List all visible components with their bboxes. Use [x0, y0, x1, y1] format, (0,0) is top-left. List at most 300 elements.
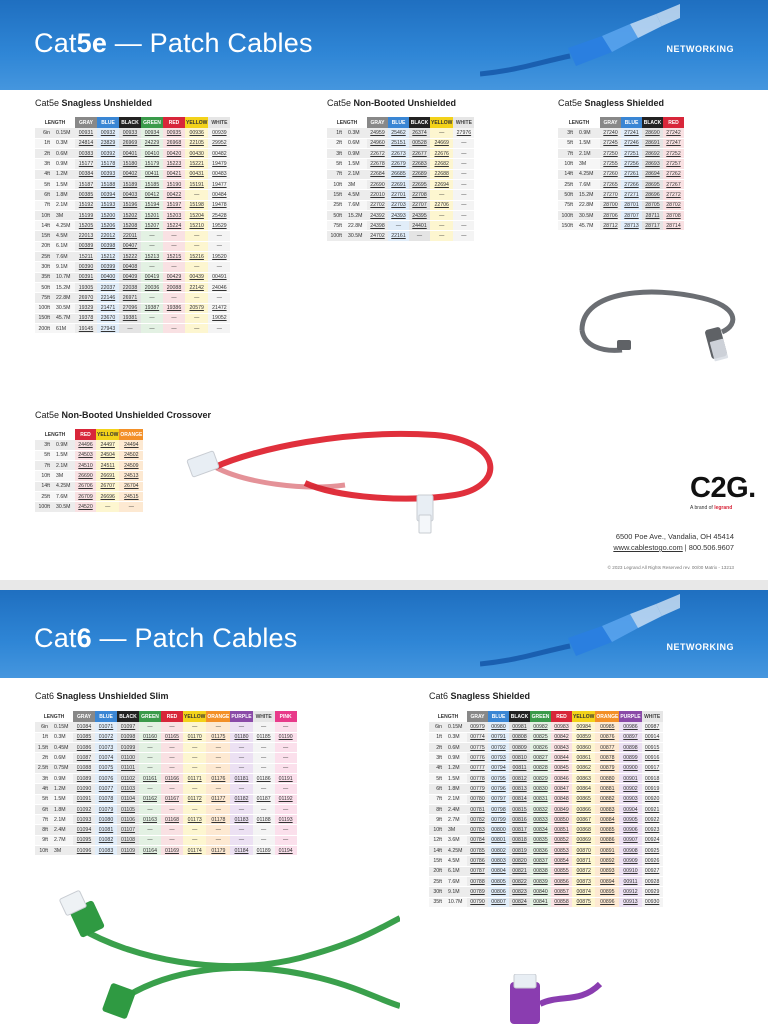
part-number-link[interactable]: 00985 [600, 723, 615, 730]
part-number-link[interactable]: 00848 [554, 796, 569, 803]
part-number-link[interactable]: 01179 [211, 847, 226, 854]
part-number-link[interactable]: 00982 [533, 723, 548, 730]
part-number-link[interactable]: 00826 [533, 744, 548, 751]
part-number-link[interactable]: 00491 [212, 274, 227, 281]
part-number-link[interactable]: 00484 [212, 191, 227, 198]
part-number-link[interactable]: 26970 [78, 294, 94, 301]
part-number-link[interactable]: 24503 [78, 452, 93, 459]
part-number-link[interactable]: 19305 [78, 284, 94, 291]
part-number-link[interactable]: 00407 [122, 243, 138, 250]
part-number-link[interactable]: 01083 [98, 847, 114, 854]
part-number-link[interactable]: 00838 [533, 868, 548, 875]
part-number-link[interactable]: 25151 [391, 140, 406, 147]
part-number-link[interactable]: 19329 [78, 305, 94, 312]
part-number-link[interactable]: 24515 [124, 493, 139, 500]
part-number-link[interactable]: 01186 [256, 775, 271, 782]
part-number-link[interactable]: 01164 [142, 847, 158, 854]
part-number-link[interactable]: 27251 [624, 150, 639, 157]
part-number-link[interactable]: 23829 [100, 140, 116, 147]
part-number-link[interactable]: 29952 [212, 140, 227, 147]
part-number-link[interactable]: 00821 [512, 868, 527, 875]
part-number-link[interactable]: 00421 [166, 171, 182, 178]
part-number-link[interactable]: 00845 [554, 765, 569, 772]
part-number-link[interactable]: 00927 [644, 868, 660, 875]
part-number-link[interactable]: 00844 [554, 755, 569, 762]
part-number-link[interactable]: 01079 [98, 806, 114, 813]
part-number-link[interactable]: 01100 [120, 755, 136, 762]
part-number-link[interactable]: 00781 [470, 806, 485, 813]
part-number-link[interactable]: 00813 [512, 785, 527, 792]
part-number-link[interactable]: 22684 [370, 171, 385, 178]
part-number-link[interactable]: 00900 [623, 765, 638, 772]
part-number-link[interactable]: 00779 [470, 785, 485, 792]
part-number-link[interactable]: 00886 [600, 837, 615, 844]
part-number-link[interactable]: 01193 [278, 816, 293, 823]
part-number-link[interactable]: 01074 [98, 755, 114, 762]
part-number-link[interactable]: 27943 [100, 325, 116, 332]
part-number-link[interactable]: 26969 [122, 140, 138, 147]
part-number-link[interactable]: 00867 [576, 816, 591, 823]
part-number-link[interactable]: 27246 [624, 140, 639, 147]
part-number-link[interactable]: 00882 [600, 796, 615, 803]
part-number-link[interactable]: 22676 [434, 150, 449, 157]
part-number-link[interactable]: 22683 [412, 161, 427, 168]
part-number-link[interactable]: 00905 [623, 816, 638, 823]
part-number-link[interactable]: 00921 [644, 806, 660, 813]
part-number-link[interactable]: 00911 [623, 878, 638, 885]
part-number-link[interactable]: 28701 [624, 202, 639, 209]
part-number-link[interactable]: 15192 [78, 202, 94, 209]
part-number-link[interactable]: 24496 [78, 441, 93, 448]
part-number-link[interactable]: 00818 [512, 837, 527, 844]
part-number-link[interactable]: 00909 [623, 858, 638, 864]
part-number-link[interactable]: 15191 [189, 181, 204, 188]
part-number-link[interactable]: 00790 [470, 899, 485, 906]
part-number-link[interactable]: 00782 [470, 816, 485, 823]
part-number-link[interactable]: 15212 [100, 253, 116, 260]
part-number-link[interactable]: 00803 [491, 858, 506, 864]
part-number-link[interactable]: 22708 [412, 191, 427, 198]
part-number-link[interactable]: 00935 [166, 129, 182, 136]
part-number-link[interactable]: 28696 [645, 191, 660, 198]
part-number-link[interactable]: 01188 [256, 816, 271, 823]
part-number-link[interactable]: 00787 [470, 868, 485, 875]
part-number-link[interactable]: 21472 [212, 305, 227, 312]
part-number-link[interactable]: 00907 [623, 837, 638, 844]
part-number-link[interactable]: 24814 [78, 140, 94, 147]
part-number-link[interactable]: 19387 [144, 305, 160, 312]
part-number-link[interactable]: 27240 [603, 129, 618, 136]
part-number-link[interactable]: 00839 [533, 878, 548, 885]
part-number-link[interactable]: 01166 [164, 775, 180, 782]
part-number-link[interactable]: 00920 [644, 796, 660, 803]
part-number-link[interactable]: 20036 [144, 284, 160, 291]
part-number-link[interactable]: 00923 [644, 827, 660, 834]
part-number-link[interactable]: 24502 [124, 452, 139, 459]
part-number-link[interactable]: 00391 [78, 274, 94, 281]
part-number-link[interactable]: 01178 [211, 816, 226, 823]
part-number-link[interactable]: 24509 [124, 462, 139, 469]
part-number-link[interactable]: 00789 [470, 888, 485, 895]
part-number-link[interactable]: 15194 [144, 202, 160, 209]
part-number-link[interactable]: 28705 [645, 202, 660, 209]
part-number-link[interactable]: 00829 [533, 775, 548, 782]
part-number-link[interactable]: 00819 [512, 847, 527, 854]
part-number-link[interactable]: 01073 [98, 744, 114, 751]
part-number-link[interactable]: 15177 [78, 161, 94, 168]
part-number-link[interactable]: 28713 [624, 222, 639, 229]
part-number-link[interactable]: 00939 [212, 129, 227, 136]
part-number-link[interactable]: 00862 [576, 765, 591, 772]
part-number-link[interactable]: 01109 [120, 847, 136, 854]
part-number-link[interactable]: 00851 [554, 827, 569, 834]
part-number-link[interactable]: 24046 [212, 284, 227, 291]
part-number-link[interactable]: 15197 [166, 202, 182, 209]
part-number-link[interactable]: 00913 [623, 899, 638, 906]
part-number-link[interactable]: 01093 [76, 816, 92, 823]
part-number-link[interactable]: 00933 [122, 129, 138, 136]
part-number-link[interactable]: 26709 [78, 493, 93, 500]
part-number-link[interactable]: 01101 [120, 765, 136, 772]
part-number-link[interactable]: 19520 [212, 253, 227, 260]
part-number-link[interactable]: 00859 [576, 734, 591, 741]
part-number-link[interactable]: 15185 [144, 181, 160, 188]
part-number-link[interactable]: 28702 [666, 202, 681, 209]
part-number-link[interactable]: 01090 [76, 785, 92, 792]
part-number-link[interactable]: 01167 [164, 796, 180, 803]
part-number-link[interactable]: 00914 [644, 734, 660, 741]
part-number-link[interactable]: 00792 [491, 744, 506, 751]
part-number-link[interactable]: 01176 [211, 775, 226, 782]
part-number-link[interactable]: 00899 [623, 755, 638, 762]
part-number-link[interactable]: 22672 [370, 150, 385, 157]
part-number-link[interactable]: 01162 [142, 796, 158, 803]
part-number-link[interactable]: 01174 [187, 847, 202, 854]
part-number-link[interactable]: 00824 [512, 899, 527, 906]
part-number-link[interactable]: 00979 [470, 723, 485, 730]
part-number-link[interactable]: 22691 [391, 181, 406, 188]
part-number-link[interactable]: 26690 [78, 473, 93, 480]
part-number-link[interactable]: 01081 [98, 827, 114, 834]
part-number-link[interactable]: 01177 [211, 796, 226, 803]
part-number-link[interactable]: 22690 [370, 181, 385, 188]
part-number-link[interactable]: 01089 [76, 775, 92, 782]
part-number-link[interactable]: 22105 [189, 140, 204, 147]
part-number-link[interactable]: 01175 [211, 734, 226, 741]
part-number-link[interactable]: 01103 [120, 785, 136, 792]
part-number-link[interactable]: 01191 [278, 775, 293, 782]
part-number-link[interactable]: 00785 [470, 847, 485, 854]
part-number-link[interactable]: 15180 [122, 161, 138, 168]
part-number-link[interactable]: 01098 [120, 734, 136, 741]
part-number-link[interactable]: 20088 [166, 284, 182, 291]
part-number-link[interactable]: 00872 [576, 868, 591, 875]
part-number-link[interactable]: 01187 [256, 796, 271, 803]
part-number-link[interactable]: 00809 [512, 744, 527, 751]
part-number-link[interactable]: 22673 [391, 150, 406, 157]
part-number-link[interactable]: 00811 [512, 765, 527, 772]
part-number-link[interactable]: 00879 [600, 765, 615, 772]
part-number-link[interactable]: 15213 [144, 253, 160, 260]
part-number-link[interactable]: 00836 [533, 847, 548, 854]
part-number-link[interactable]: 00392 [100, 150, 116, 157]
part-number-link[interactable]: 01078 [98, 796, 114, 803]
part-number-link[interactable]: 22142 [189, 284, 204, 291]
part-number-link[interactable]: 01190 [278, 734, 293, 741]
part-number-link[interactable]: 00916 [644, 755, 660, 762]
part-number-link[interactable]: 15199 [78, 212, 94, 219]
part-number-link[interactable]: 00800 [491, 827, 506, 834]
part-number-link[interactable]: 15221 [189, 161, 204, 168]
part-number-link[interactable]: 15207 [144, 222, 160, 229]
part-number-link[interactable]: 00881 [600, 785, 615, 792]
part-number-link[interactable]: 01181 [234, 775, 249, 782]
part-number-link[interactable]: 01107 [120, 827, 136, 834]
part-number-link[interactable]: 01094 [76, 827, 92, 834]
part-number-link[interactable]: 01184 [234, 847, 249, 854]
part-number-link[interactable]: 27272 [666, 191, 681, 198]
part-number-link[interactable]: 27241 [624, 129, 639, 136]
part-number-link[interactable]: 28695 [645, 181, 660, 188]
part-number-link[interactable]: 00400 [100, 274, 116, 281]
part-number-link[interactable]: 00892 [600, 858, 615, 864]
part-number-link[interactable]: 00439 [189, 274, 204, 281]
part-number-link[interactable]: 22706 [434, 202, 449, 209]
part-number-link[interactable]: 00828 [533, 765, 548, 772]
part-number-link[interactable]: 00850 [554, 816, 569, 823]
part-number-link[interactable]: 00793 [491, 755, 506, 762]
part-number-link[interactable]: 22689 [412, 171, 427, 178]
part-number-link[interactable]: 22013 [78, 233, 94, 240]
part-number-link[interactable]: 00403 [122, 191, 138, 198]
part-number-link[interactable]: 15201 [144, 212, 160, 219]
part-number-link[interactable]: 21471 [100, 305, 116, 312]
part-number-link[interactable]: 27256 [624, 161, 639, 168]
part-number-link[interactable]: 15224 [166, 222, 182, 229]
part-number-link[interactable]: 01105 [120, 806, 136, 813]
part-number-link[interactable]: 01102 [120, 775, 136, 782]
part-number-link[interactable]: 00866 [576, 806, 591, 813]
part-number-link[interactable]: 15215 [166, 253, 182, 260]
part-number-link[interactable]: 00840 [533, 888, 548, 895]
part-number-link[interactable]: 00936 [189, 129, 204, 136]
part-number-link[interactable]: 26971 [122, 294, 138, 301]
part-number-link[interactable]: 00855 [554, 868, 569, 875]
part-number-link[interactable]: 24511 [100, 462, 115, 469]
part-number-link[interactable]: 19478 [212, 202, 227, 209]
part-number-link[interactable]: 19479 [212, 161, 227, 168]
part-number-link[interactable]: 27255 [603, 161, 618, 168]
part-number-link[interactable]: 00483 [212, 171, 227, 178]
part-number-link[interactable]: 01072 [98, 734, 114, 741]
part-number-link[interactable]: 00841 [533, 899, 548, 906]
part-number-link[interactable]: 28706 [603, 212, 618, 219]
part-number-link[interactable]: 27257 [666, 161, 681, 168]
part-number-link[interactable]: 22688 [434, 171, 449, 178]
part-number-link[interactable]: 22010 [370, 191, 385, 198]
part-number-link[interactable]: 00402 [122, 171, 138, 178]
part-number-link[interactable]: 00801 [491, 837, 506, 844]
part-number-link[interactable]: 00815 [512, 806, 527, 813]
part-number-link[interactable]: 00383 [78, 150, 94, 157]
part-number-link[interactable]: 01192 [278, 796, 293, 803]
part-number-link[interactable]: 24392 [370, 212, 385, 219]
part-number-link[interactable]: 27247 [666, 140, 681, 147]
part-number-link[interactable]: 00932 [100, 129, 116, 136]
part-number-link[interactable]: 25428 [212, 212, 227, 219]
part-number-link[interactable]: 22694 [434, 181, 449, 188]
part-number-link[interactable]: 00926 [644, 858, 660, 864]
part-number-link[interactable]: 00904 [623, 806, 638, 813]
part-number-link[interactable]: 00408 [122, 264, 138, 270]
part-number-link[interactable]: 00788 [470, 878, 485, 885]
part-number-link[interactable]: 24669 [434, 140, 449, 147]
website-link[interactable]: www.cablestogo.com [613, 543, 683, 552]
part-number-link[interactable]: 00891 [600, 847, 615, 854]
part-number-link[interactable]: 00930 [644, 899, 660, 906]
part-number-link[interactable]: 01163 [142, 816, 158, 823]
part-number-link[interactable]: 00814 [512, 796, 527, 803]
part-number-link[interactable]: 00431 [189, 171, 204, 178]
part-number-link[interactable]: 01183 [234, 816, 249, 823]
part-number-link[interactable]: 00808 [512, 734, 527, 741]
part-number-link[interactable]: 24702 [370, 233, 385, 240]
part-number-link[interactable]: 00804 [491, 868, 506, 875]
part-number-link[interactable]: 00419 [144, 274, 160, 281]
part-number-link[interactable]: 00922 [644, 816, 660, 823]
part-number-link[interactable]: 01092 [76, 806, 92, 813]
part-number-link[interactable]: 24504 [100, 452, 115, 459]
part-number-link[interactable]: 00865 [576, 796, 591, 803]
part-number-link[interactable]: 00409 [122, 274, 138, 281]
part-number-link[interactable]: 00807 [491, 899, 506, 906]
part-number-link[interactable]: 27271 [624, 191, 639, 198]
part-number-link[interactable]: 24395 [412, 212, 427, 219]
part-number-link[interactable]: 19052 [212, 315, 227, 322]
part-number-link[interactable]: 00917 [644, 765, 660, 772]
part-number-link[interactable]: 00412 [144, 191, 160, 198]
part-number-link[interactable]: 00794 [491, 765, 506, 772]
part-number-link[interactable]: 28693 [645, 161, 660, 168]
part-number-link[interactable]: 19529 [212, 222, 227, 229]
part-number-link[interactable]: 00983 [554, 723, 569, 730]
part-number-link[interactable]: 00411 [144, 171, 160, 178]
part-number-link[interactable]: 01085 [76, 734, 92, 741]
part-number-link[interactable]: 00843 [554, 744, 569, 751]
part-number-link[interactable]: 00798 [491, 806, 506, 813]
part-number-link[interactable]: 01194 [278, 847, 293, 854]
part-number-link[interactable]: 01173 [187, 816, 202, 823]
part-number-link[interactable]: 15188 [100, 181, 116, 188]
part-number-link[interactable]: 00910 [623, 868, 638, 875]
part-number-link[interactable]: 00984 [576, 723, 591, 730]
part-number-link[interactable]: 00832 [533, 806, 548, 813]
part-number-link[interactable]: 00780 [470, 796, 485, 803]
part-number-link[interactable]: 00835 [533, 837, 548, 844]
part-number-link[interactable]: 19386 [166, 305, 182, 312]
part-number-link[interactable]: 00885 [600, 827, 615, 834]
part-number-link[interactable]: 00877 [600, 744, 615, 751]
part-number-link[interactable]: 00430 [189, 150, 204, 157]
part-number-link[interactable]: 00394 [100, 191, 116, 198]
part-number-link[interactable]: 19477 [212, 181, 227, 188]
part-number-link[interactable]: 00871 [576, 858, 591, 864]
part-number-link[interactable]: 00870 [576, 847, 591, 854]
part-number-link[interactable]: 27265 [603, 181, 618, 188]
part-number-link[interactable]: 01076 [98, 775, 114, 782]
part-number-link[interactable]: 00791 [491, 734, 506, 741]
part-number-link[interactable]: 26374 [412, 129, 427, 136]
part-number-link[interactable]: 15198 [189, 202, 204, 209]
part-number-link[interactable]: 01084 [76, 723, 92, 730]
part-number-link[interactable]: 00875 [576, 899, 591, 906]
part-number-link[interactable]: 01168 [164, 816, 180, 823]
part-number-link[interactable]: 00817 [512, 827, 527, 834]
part-number-link[interactable]: 00774 [470, 734, 485, 741]
part-number-link[interactable]: 01185 [256, 734, 271, 741]
part-number-link[interactable]: 24401 [412, 222, 427, 229]
part-number-link[interactable]: 25462 [391, 129, 406, 136]
part-number-link[interactable]: 01160 [142, 734, 158, 741]
part-number-link[interactable]: 00822 [512, 878, 527, 885]
part-number-link[interactable]: 28694 [645, 171, 660, 178]
part-number-link[interactable]: 00833 [533, 816, 548, 823]
part-number-link[interactable]: 01180 [234, 734, 249, 741]
part-number-link[interactable]: 00898 [623, 744, 638, 751]
part-number-link[interactable]: 00410 [144, 150, 160, 157]
part-number-link[interactable]: 00857 [554, 888, 569, 895]
part-number-link[interactable]: 26968 [166, 140, 182, 147]
part-number-link[interactable]: 28691 [645, 140, 660, 147]
part-number-link[interactable]: 00775 [470, 744, 485, 751]
part-number-link[interactable]: 28707 [624, 212, 639, 219]
part-number-link[interactable]: 00901 [623, 775, 638, 782]
part-number-link[interactable]: 00858 [554, 899, 569, 906]
part-number-link[interactable]: 00846 [554, 775, 569, 782]
part-number-link[interactable]: 15203 [166, 212, 182, 219]
part-number-link[interactable]: 01170 [187, 734, 202, 741]
part-number-link[interactable]: 22682 [434, 161, 449, 168]
part-number-link[interactable]: 00777 [470, 765, 485, 772]
part-number-link[interactable]: 26685 [391, 171, 406, 178]
part-number-link[interactable]: 01099 [120, 744, 136, 751]
part-number-link[interactable]: 22038 [122, 284, 138, 291]
part-number-link[interactable]: 00915 [644, 744, 660, 751]
part-number-link[interactable]: 22037 [100, 284, 116, 291]
part-number-link[interactable]: 00893 [600, 868, 615, 875]
part-number-link[interactable]: 15187 [78, 181, 94, 188]
part-number-link[interactable]: 00981 [512, 723, 527, 730]
part-number-link[interactable]: 20579 [189, 305, 204, 312]
part-number-link[interactable]: 00987 [644, 723, 660, 730]
part-number-link[interactable]: 28714 [666, 222, 681, 229]
part-number-link[interactable]: 24398 [370, 222, 385, 229]
part-number-link[interactable]: 00482 [212, 150, 227, 157]
part-number-link[interactable]: 00873 [576, 878, 591, 885]
part-number-link[interactable]: 00854 [554, 858, 569, 864]
part-number-link[interactable]: 26696 [100, 493, 115, 500]
part-number-link[interactable]: 00849 [554, 806, 569, 813]
part-number-link[interactable]: 15208 [122, 222, 138, 229]
part-number-link[interactable]: 28692 [645, 150, 660, 157]
part-number-link[interactable]: 00864 [576, 785, 591, 792]
part-number-link[interactable]: 28690 [645, 129, 660, 136]
part-number-link[interactable]: 01104 [120, 796, 136, 803]
part-number-link[interactable]: 00902 [623, 785, 638, 792]
part-number-link[interactable]: 01182 [234, 796, 249, 803]
part-number-link[interactable]: 00784 [470, 837, 485, 844]
part-number-link[interactable]: 28717 [645, 222, 660, 229]
